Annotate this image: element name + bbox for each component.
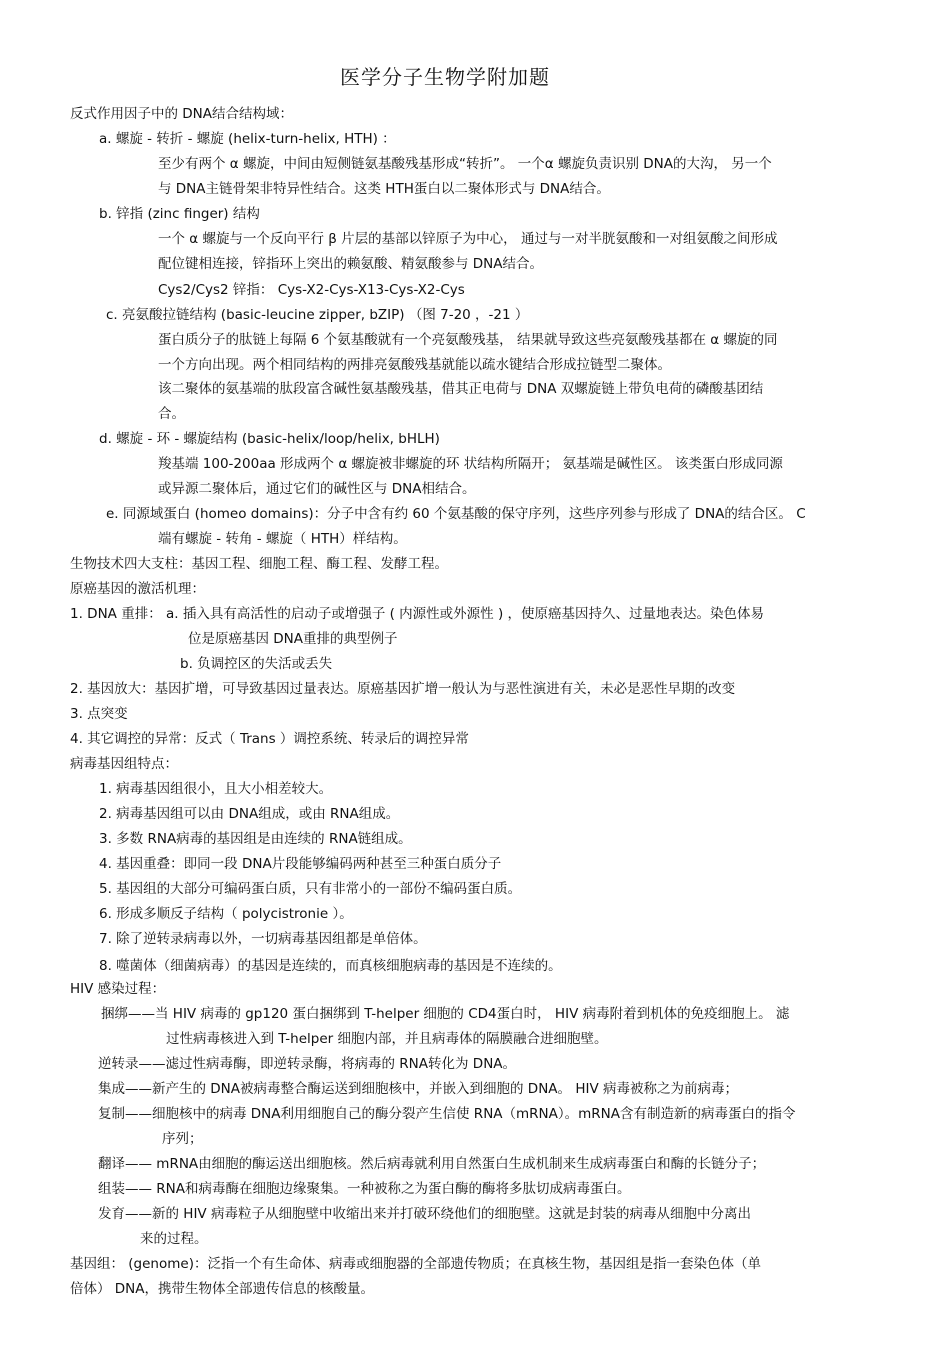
item-c-text-line: 一个方向出现。两个相同结构的两排亮氨酸残基就能以疏水键结合形成拉链型二聚体。 [158,357,671,373]
genome-definition-line: 倍体） DNA，携带生物体全部遗传信息的核酸量。 [70,1281,375,1297]
virus-list-item: 1. 病毒基因组很小，且大小相差较大。 [99,781,333,797]
page-title: 医学分子生物学附加题 [340,65,550,89]
section-heading-trans-factor: 反式作用因子中的 DNA结合结构域： [70,106,294,122]
item-c-text-line: 该二聚体的氨基端的肽段富含碱性氨基酸残基，借其正电荷与 DNA 双螺旋链上带负电荷的磷酸基团结 [158,381,764,397]
virus-list-item: 5. 基因组的大部分可编码蛋白质，只有非常小的一部份不编码蛋白质。 [99,881,522,897]
item-a-text-line: 至少有两个 α 螺旋，中间由短侧链氨基酸残基形成“转折”。 一个α 螺旋负责识别 DNA的大沟， 另一个 [158,156,772,172]
item-d-text-line: 羧基端 100-200aa 形成两个 α 螺旋被非螺旋的环 状结构所隔开； 氨基端是碱性区。 该类蛋白形成同源 [158,456,783,472]
virus-list-item: 7. 除了逆转录病毒以外，一切病毒基因组都是单倍体。 [99,931,427,947]
hiv-step-reverse-transcription: 逆转录——滤过性病毒酶，即逆转录酶，将病毒的 RNA转化为 DNA。 [98,1056,517,1072]
section-heading-oncogene: 原癌基因的激活机理： [70,581,205,597]
virus-list-item: 6. 形成多顺反子结构（ polycistronie ）。 [99,906,353,922]
oncogene-subitem: b. 负调控区的失活或丢失 [180,656,333,672]
item-c-text-line: 合。 [158,406,185,422]
oncogene-item: 4. 其它调控的异常：反式（ Trans ）调控系统、转录后的调控异常 [70,731,469,747]
item-b-text-line: 配位键相连接，锌指环上突出的赖氨酸、精氨酸参与 DNA结合。 [158,256,544,272]
section-heading-virus: 病毒基因组特点： [70,756,178,772]
hiv-step-assembly: 组装—— RNA和病毒酶在细胞边缘聚集。一种被称之为蛋白酶的酶将多肽切成病毒蛋白。 [98,1181,631,1197]
section-heading-hiv: HIV 感染过程： [70,981,166,997]
item-b-text-line: 一个 α 螺旋与一个反向平行 β 片层的基部以锌原子为中心， 通过与一对半胱氨酸和一对组氨酸之间形成 [158,231,778,247]
item-c-text-line: 蛋白质分子的肽链上每隔 6 个氨基酸就有一个亮氨酸残基， 结果就导致这些亮氨酸残基都在 α 螺旋的同 [158,332,778,348]
genome-definition-line: 基因组： (genome)：泛指一个有生命体、病毒或细胞器的全部遗传物质；在真核生物，基因组是指一套染色体（单 [70,1256,761,1272]
item-e-heading: e. 同源域蛋白 (homeo domains)：分子中含有约 60 个氨基酸的保守序列，这些序列参与形成了 DNA的结合区。 C [106,506,806,522]
item-d-heading: d. 螺旋 - 环 - 螺旋结构 (basic-helix/loop/helix, bHLH) [99,431,440,447]
item-c-heading: c. 亮氨酸拉链结构 (basic-leucine zipper, bZIP) （图 7-20 ，-21 ） [106,307,529,323]
virus-list-item: 3. 多数 RNA病毒的基因组是由连续的 RNA链组成。 [99,831,412,847]
item-a-text-line: 与 DNA主链骨架非特异性结合。这类 HTH蛋白以二聚体形式与 DNA结合。 [158,181,610,197]
item-b-heading: b. 锌指 (zinc finger) 结构 [99,206,260,222]
oncogene-item-continuation: 位是原癌基因 DNA重排的典型例子 [188,631,398,647]
oncogene-item: 2. 基因放大：基因扩增，可导致基因过量表达。原癌基因扩增一般认为与恶性演进有关，未必是恶性早期的改变 [70,681,736,697]
virus-list-item: 2. 病毒基因组可以由 DNA组成，或由 RNA组成。 [99,806,400,822]
item-a-heading: a. 螺旋 - 转折 - 螺旋 (helix-turn-helix, HTH) ： [99,131,396,147]
item-b-text-line: Cys2/Cys2 锌指： Cys-X2-Cys-X13-Cys-X2-Cys [158,282,465,298]
item-e-text-line: 端有螺旋 - 转角 - 螺旋（ HTH）样结构。 [158,531,407,547]
virus-list-item: 4. 基因重叠：即同一段 DNA片段能够编码两种甚至三种蛋白质分子 [99,856,502,872]
item-d-text-line: 或异源二聚体后，通过它们的碱性区与 DNA相结合。 [158,481,476,497]
hiv-step-replication: 复制——细胞核中的病毒 DNA利用细胞自己的酶分裂产生信使 RNA（mRNA）。mRNA含有制造新的病毒蛋白的指令 [98,1106,796,1122]
oncogene-item: 3. 点突变 [70,706,128,722]
hiv-step-binding-continuation: 过性病毒核进入到 T-helper 细胞内部，并且病毒体的隔膜融合进细胞壁。 [166,1031,608,1047]
virus-list-item: 8. 噬菌体（细菌病毒）的基因是连续的，而真核细胞病毒的基因是不连续的。 [99,958,562,974]
hiv-step-integration: 集成——新产生的 DNA被病毒整合酶运送到细胞核中，并嵌入到细胞的 DNA。 HIV 病毒被称之为前病毒； [98,1081,738,1097]
hiv-step-budding: 发育——新的 HIV 病毒粒子从细胞壁中收缩出来并打破环绕他们的细胞壁。这就是封装的病毒从细胞中分离出 [98,1206,751,1222]
hiv-step-replication-continuation: 序列； [162,1131,203,1147]
hiv-step-translation: 翻译—— mRNA由细胞的酶运送出细胞核。然后病毒就利用自然蛋白生成机制来生成病毒蛋白和酶的长链分子； [98,1156,766,1172]
biotech-paragraph: 生物技术四大支柱：基因工程、细胞工程、酶工程、发酵工程。 [70,556,448,572]
hiv-step-binding: 捆绑——当 HIV 病毒的 gp120 蛋白捆绑到 T-helper 细胞的 CD4蛋白时， HIV 病毒附着到机体的免疫细胞上。 滤 [101,1006,790,1022]
hiv-step-budding-continuation: 来的过程。 [140,1231,208,1247]
oncogene-item: 1. DNA 重排： a. 插入具有高活性的启动子或增强子 ( 内源性或外源性 ) ，使原癌基因持久、过量地表达。染色体易 [70,606,765,622]
